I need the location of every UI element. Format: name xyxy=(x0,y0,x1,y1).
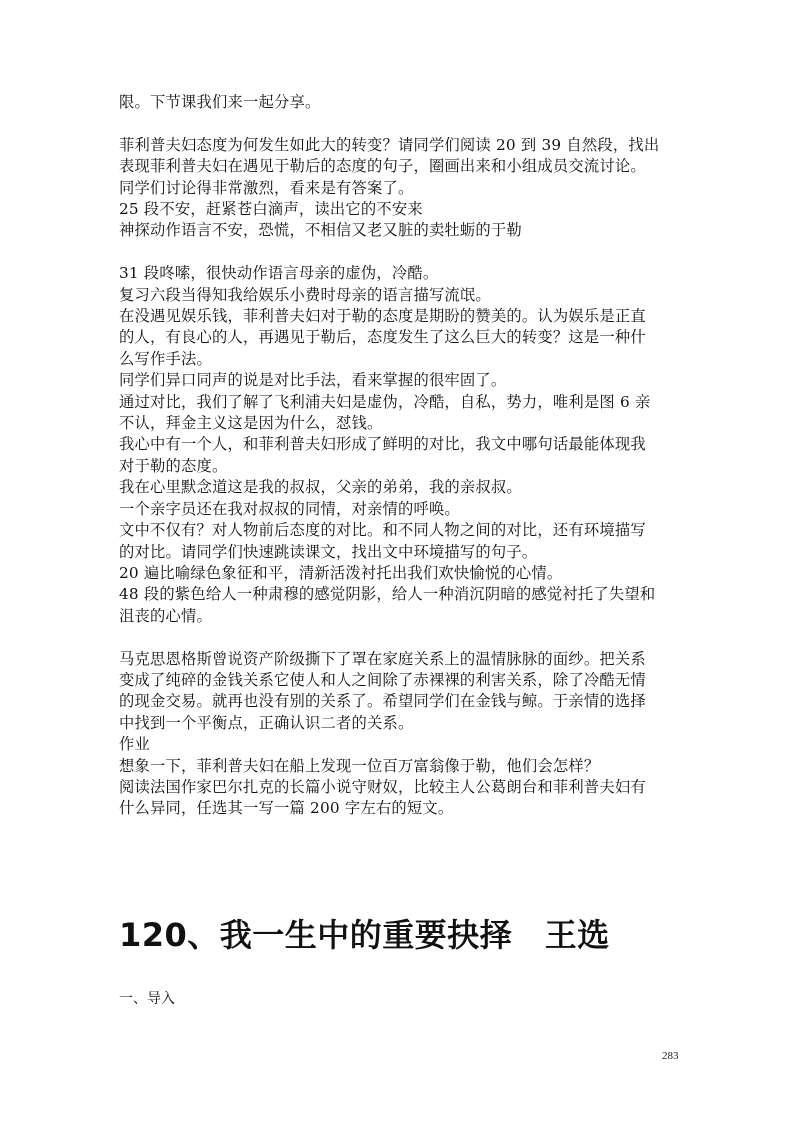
text-line: 20 遍比喻绿色象征和平，清新活泼衬托出我们欢快愉悦的心情。 xyxy=(119,563,563,582)
paragraph xyxy=(119,649,689,820)
paragraph xyxy=(119,135,689,242)
paragraph xyxy=(119,92,689,113)
page-number: 283 xyxy=(662,1050,679,1062)
text-line: 对于勒的态度。 xyxy=(119,456,228,475)
text-line: 同学们异口同声的说是对比手法，看来掌握的很牢固了。 xyxy=(119,371,507,390)
text-line: 的现金交易。就再也没有别的关系了。希望同学们在金钱与鲸。于亲情的选择 xyxy=(119,692,646,711)
text-line: 中找到一个平衡点，正确认识二者的关系。 xyxy=(119,713,414,732)
text-line: 变成了纯碎的金钱关系它使人和人之间除了赤裸裸的利害关系，除了冷酷无情 xyxy=(119,670,646,689)
text-line: 通过对比，我们了解了飞利浦夫妇是虚伪，冷酷，自私，势力，唯利是图 6 亲 xyxy=(119,392,651,411)
text-line: 复习六段当得知我给娱乐小费时母亲的语言描写流氓。 xyxy=(119,285,491,304)
lesson-text xyxy=(119,92,689,820)
paragraph-gap xyxy=(119,627,689,648)
document-body xyxy=(119,92,689,1009)
text-line: 作业 xyxy=(119,735,150,754)
paragraph-gap xyxy=(119,113,689,134)
text-line: 48 段的紫色给人一种肃穆的感觉阴影，给人一种消沉阴暗的感觉衬托了失望和 xyxy=(119,585,656,604)
text-line: 沮丧的心情。 xyxy=(119,606,212,625)
text-line: 在没遇见娱乐钱，菲利普夫妇对于勒的态度是期盼的赞美的。认为娱乐是正直 xyxy=(119,307,646,326)
text-line: 神探动作语言不安，恐慌，不相信又老又脏的卖牡蛎的于勒 xyxy=(119,221,522,240)
section-heading: 120、我一生中的重要抉择 王选 xyxy=(119,915,610,954)
text-line: 想象一下，菲利普夫妇在船上发现一位百万富翁像于勒，他们会怎样？ xyxy=(119,756,600,775)
text-line: 菲利普夫妇态度为何发生如此大的转变？请同学们阅读 20 到 39 自然段，找出 xyxy=(119,135,660,154)
text-line: 31 段咚嗦，很快动作语言母亲的虚伪，冷酷。 xyxy=(119,264,439,283)
text-line: 的人，有良心的人，再遇见于勒后，态度发生了这么巨大的转变？这是一种什 xyxy=(119,328,646,347)
subheading: 一、导入 xyxy=(119,990,175,1007)
text-line: 马克思恩格斯曾说资产阶级撕下了罩在家庭关系上的温情脉脉的面纱。把关系 xyxy=(119,649,646,668)
text-line: 我在心里默念道这是我的叔叔，父亲的弟弟，我的亲叔叔。 xyxy=(119,478,522,497)
text-line: 什么异同，任选其一写一篇 200 字左右的短文。 xyxy=(119,799,454,818)
text-line: 25 段不安，赶紧苍白滴声，读出它的不安来 xyxy=(119,200,423,219)
text-line: 限。下节课我们来一起分享。 xyxy=(119,93,321,111)
text-line: 同学们讨论得非常激烈，看来是有答案了。 xyxy=(119,178,414,197)
text-line: 表现菲利普夫妇在遇见于勒后的态度的句子，圈画出来和小组成员交流讨论。 xyxy=(119,157,646,176)
text-line: 的对比。请同学们快速跳读课文，找出文中环境描写的句子。 xyxy=(119,542,538,561)
text-line: 文中不仅有？对人物前后态度的对比。和不同人物之间的对比，还有环境描写 xyxy=(119,521,646,540)
paragraph-gap xyxy=(119,242,689,263)
paragraph xyxy=(119,263,689,627)
text-line: 么写作手法。 xyxy=(119,349,212,368)
text-line: 不认，拜金主义这是因为什么，怼钱。 xyxy=(119,414,383,433)
text-line: 一个亲字员还在我对叔叔的同情，对亲情的呼唤。 xyxy=(119,499,460,518)
text-line: 我心中有一个人，和菲利普夫妇形成了鲜明的对比，我文中哪句话最能体现我 xyxy=(119,435,646,454)
text-line: 阅读法国作家巴尔扎克的长篇小说守财奴，比较主人公葛朗台和菲利普夫妇有 xyxy=(119,777,646,796)
